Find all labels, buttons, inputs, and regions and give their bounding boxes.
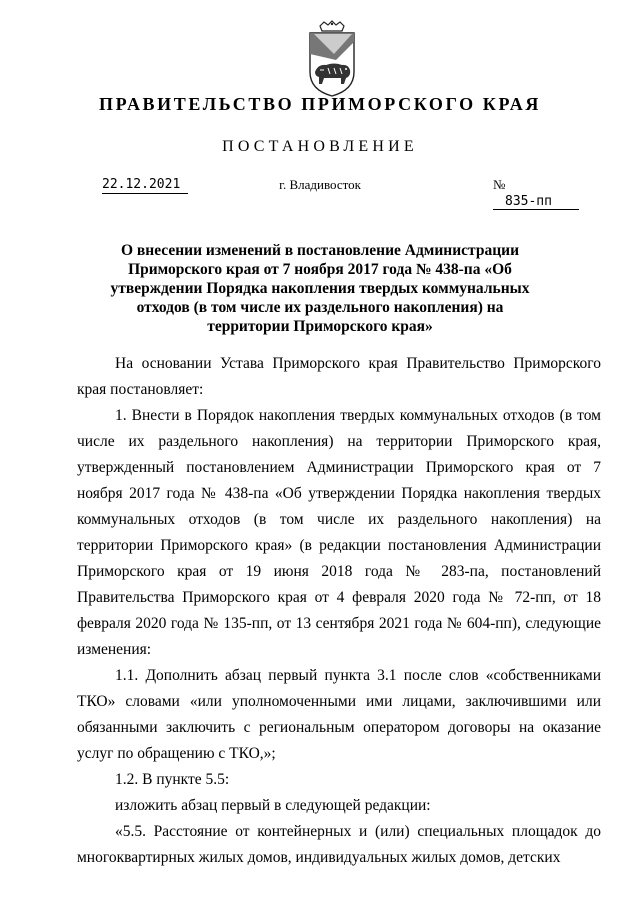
number-value: 835-пп xyxy=(493,194,579,210)
paragraph: На основании Устава Приморского края Правительство Приморского края постановляет: xyxy=(77,355,601,398)
document-number xyxy=(493,177,591,210)
number-label: № xyxy=(493,177,506,192)
document-city: г. Владивосток xyxy=(279,177,361,192)
paragraph: 1. Внести в Порядок накопления твердых коммунальных отходов (в том числе их раздельного накопления) на территории Приморского края, утвержденный постановлением Администрации Приморского края от 7 ноября 2017 года № 438-па «Об утверждении Порядка накопления твердых коммунальных отходов (в том числе их раздельного накопления) на территории Приморского края» (в редакции постановления Администрации Приморского края от 19 июня 2018 года № 283-па, постановлений Правительства Приморского края от 4 февраля 2020 года № 72-пп, от 18 февраля 2020 года № 135-пп, от 13 сентября 2021 года № 604-пп), следующие изменения: xyxy=(77,407,601,658)
document-type: ПОСТАНОВЛЕНИЕ xyxy=(222,138,418,155)
document-heading: О внесении изменений в постановление Администрации Приморского края от 7 ноября 2017 года № 438-па «Об утверждении Порядка накопления твердых коммунальных отходов (в том числе их раздельного накопления) на территории Приморского края» xyxy=(110,242,530,335)
primorsky-krai-coat-of-arms-icon xyxy=(300,20,364,98)
document-body xyxy=(77,351,601,871)
paragraph: «5.5. Расстояние от контейнерных и (или) специальных площадок до многоквартирных жилых домов, индивидуальных жилых домов, детских xyxy=(77,823,601,866)
government-name: ПРАВИТЕЛЬСТВО ПРИМОРСКОГО КРАЯ xyxy=(99,94,541,114)
document-date: 22.12.2021 xyxy=(102,177,188,194)
paragraph: изложить абзац первый в следующей редакции: xyxy=(115,797,431,814)
paragraph: 1.2. В пункте 5.5: xyxy=(115,771,230,788)
paragraph: 1.1. Дополнить абзац первый пункта 3.1 после слов «собственниками ТКО» словами «или уполномоченными ими лицами, заключившими или обязанными заключить с региональным оператором договоры на оказание услуг по обращению с ТКО,»; xyxy=(77,667,601,762)
